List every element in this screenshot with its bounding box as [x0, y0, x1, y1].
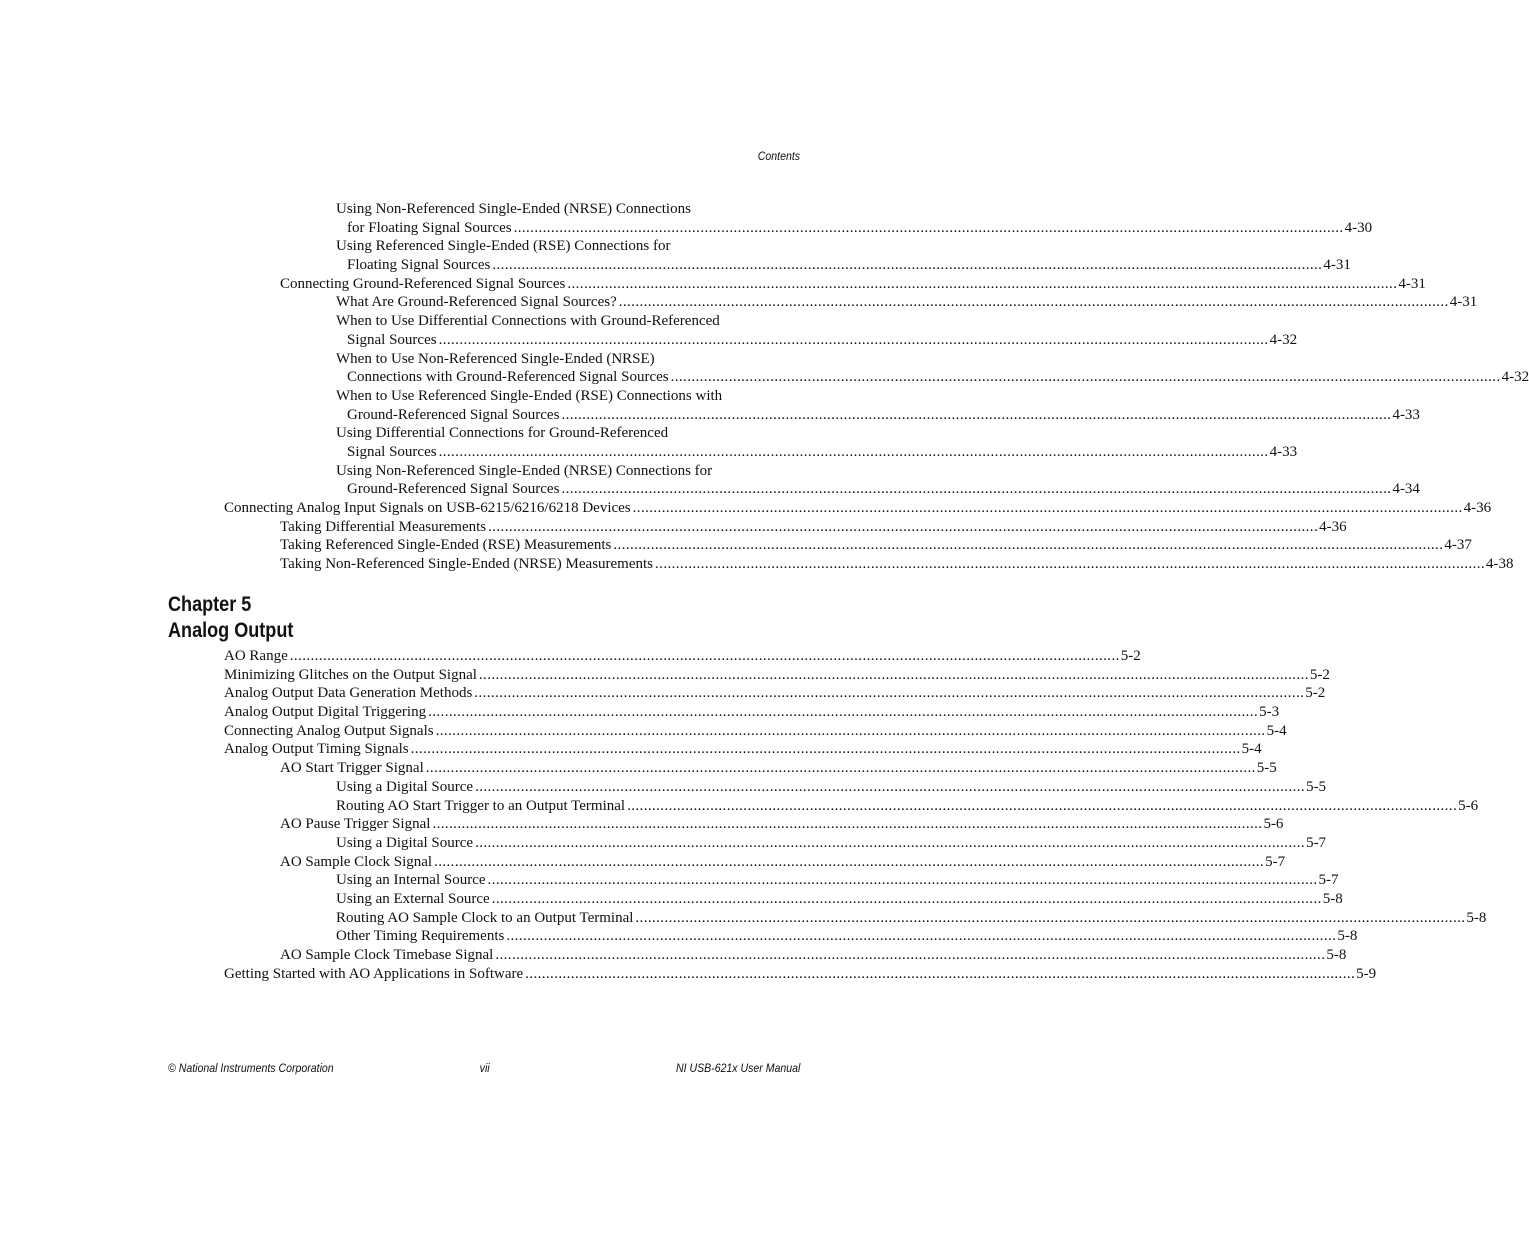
toc-entry-title: Connecting Analog Output Signals — [224, 722, 434, 739]
toc-entry[interactable] — [0, 815, 1284, 834]
toc-page-number: 4-34 — [1392, 481, 1420, 498]
toc-entry[interactable] — [0, 647, 1141, 666]
toc-page-number: 5-8 — [1466, 909, 1487, 926]
toc-entry-title: Other Timing Requirements — [336, 928, 505, 945]
toc-page-number: 4-36 — [1319, 518, 1347, 535]
toc-page-number: 4-32 — [1501, 369, 1529, 386]
toc-page-number: 5-6 — [1458, 797, 1479, 814]
chapter-number: Chapter 5 — [168, 593, 252, 616]
toc-entry-title: Using an Internal Source — [336, 872, 486, 889]
toc-entry-title: AO Start Trigger Signal — [280, 760, 424, 777]
dot-leader: ........................................................................................................................................................................................................ — [495, 947, 1326, 963]
toc-entry[interactable] — [0, 237, 1351, 274]
toc-entry-title: Signal Sources — [347, 443, 437, 460]
toc-entry-title: When to Use Referenced Single-Ended (RSE) Connections with — [336, 387, 723, 404]
toc-page-number: 5-2 — [1120, 648, 1141, 664]
toc-entry[interactable] — [0, 275, 1426, 294]
toc-page-number: 4-31 — [1449, 294, 1478, 311]
toc-page-number: 4-37 — [1444, 537, 1472, 554]
toc-entry[interactable] — [0, 946, 1347, 965]
toc-entry-title: Ground-Referenced Signal Sources — [347, 406, 560, 423]
toc-entry-title: Taking Differential Measurements — [280, 518, 487, 535]
toc-page-number: 4-31 — [1398, 275, 1426, 292]
toc-entry[interactable] — [0, 778, 1327, 797]
toc-entry-title: Connecting Analog Input Signals on USB-6215/6216/6218 Devices — [224, 500, 631, 516]
dot-leader: ........................................................................................................................................................................................................ — [410, 741, 1241, 758]
toc-entry[interactable] — [0, 909, 1487, 928]
toc-page-number: 4-36 — [1463, 500, 1492, 516]
toc-page-number: 4-33 — [1269, 443, 1298, 460]
toc-entry-title: AO Sample Clock Signal — [280, 853, 433, 870]
toc-page-number: 5-9 — [1356, 965, 1377, 982]
toc-entry-title: Ground-Referenced Signal Sources — [347, 481, 560, 498]
toc-entry-title: Minimizing Glitches on the Output Signal — [224, 666, 477, 683]
toc-entry[interactable] — [0, 462, 1420, 499]
toc-entry-title: Connecting Ground-Referenced Signal Sources — [280, 275, 566, 292]
dot-leader: ........................................................................................................................................................................................................ — [438, 443, 1269, 460]
toc-page-number: 5-2 — [1305, 685, 1326, 702]
toc-page-number: 5-7 — [1318, 872, 1339, 889]
dot-leader: ........................................................................................................................................................................................................ — [561, 481, 1392, 498]
toc-entry[interactable] — [0, 965, 1377, 984]
toc-entry-title: What Are Ground-Referenced Signal Sources? — [336, 294, 617, 311]
dot-leader: ........................................................................................................................................................................................................ — [488, 518, 1319, 535]
toc-entry[interactable] — [0, 684, 1326, 703]
toc-entry-title: Using Differential Connections for Ground-Referenced — [336, 425, 669, 442]
toc-entry-title: AO Range — [224, 648, 288, 664]
dot-leader: ........................................................................................................................................................................................................ — [525, 965, 1356, 982]
toc-entry-title: Using a Digital Source — [336, 778, 474, 795]
dot-leader: ........................................................................................................................................................................................................ — [435, 722, 1266, 739]
toc-list — [0, 647, 1487, 983]
toc-page-number: 5-5 — [1256, 760, 1277, 777]
toc-entry-title: Analog Output Timing Signals — [224, 741, 409, 758]
toc-entry[interactable] — [0, 927, 1358, 946]
toc-entry[interactable] — [0, 387, 1420, 424]
toc-entry[interactable] — [0, 853, 1286, 872]
toc-entry[interactable] — [0, 555, 1514, 574]
toc-entry-title: Taking Referenced Single-Ended (RSE) Measurements — [280, 537, 612, 554]
dot-leader: ........................................................................................................................................................................................................ — [428, 704, 1259, 721]
toc-page-number: 5-8 — [1326, 947, 1347, 963]
toc-entry[interactable] — [0, 797, 1479, 816]
toc-entry-title: Routing AO Start Trigger to an Output Terminal — [336, 797, 626, 814]
dot-leader: ........................................................................................................................................................................................................ — [655, 556, 1486, 573]
toc-entry[interactable] — [0, 740, 1262, 759]
dot-leader: ........................................................................................................................................................................................................ — [627, 797, 1458, 814]
toc-entry-title: Using Non-Referenced Single-Ended (NRSE) Connections — [336, 201, 691, 217]
dot-leader: ........................................................................................................................................................................................................ — [618, 294, 1449, 311]
toc-page-number: 5-7 — [1306, 834, 1327, 851]
toc-entry[interactable] — [0, 666, 1330, 685]
toc-entry[interactable] — [0, 536, 1472, 555]
toc-entry[interactable] — [0, 499, 1492, 518]
toc-entry[interactable] — [0, 350, 1529, 387]
toc-entry[interactable] — [0, 293, 1478, 312]
toc-page-number: 5-6 — [1263, 816, 1284, 833]
toc-page-number: 5-5 — [1306, 778, 1327, 795]
toc-entry-title: Floating Signal Sources — [347, 257, 491, 274]
toc-page-number: 4-31 — [1323, 257, 1351, 274]
running-header: Contents — [757, 149, 800, 163]
toc-entry-title: Using an External Source — [336, 890, 490, 907]
toc-entry-title: Analog Output Digital Triggering — [224, 704, 427, 721]
toc-entry[interactable] — [0, 759, 1277, 778]
toc-list — [0, 200, 1529, 574]
toc-entry[interactable] — [0, 703, 1280, 722]
dot-leader: ........................................................................................................................................................................................................ — [491, 890, 1322, 907]
dot-leader: ........................................................................................................................................................................................................ — [438, 331, 1269, 348]
dot-leader: ........................................................................................................................................................................................................ — [492, 257, 1323, 274]
toc-page-number: 5-4 — [1241, 741, 1262, 758]
toc-entry-title: When to Use Non-Referenced Single-Ended (NRSE) — [336, 350, 655, 367]
dot-leader: ........................................................................................................................................................................................................ — [567, 275, 1398, 292]
toc-page-number: 5-7 — [1265, 853, 1286, 870]
dot-leader: ........................................................................................................................................................................................................ — [613, 537, 1444, 554]
dot-leader: ........................................................................................................................................................................................................ — [425, 760, 1256, 777]
toc-entry[interactable] — [0, 518, 1347, 537]
toc-page-number: 4-30 — [1344, 219, 1373, 236]
toc-entry-title: AO Pause Trigger Signal — [280, 816, 431, 833]
chapter-title: Analog Output — [168, 619, 294, 642]
dot-leader: ........................................................................................................................................................................................................ — [632, 500, 1463, 516]
footer-right: NI USB-621x User Manual — [675, 1061, 800, 1075]
toc-page-number: 5-8 — [1322, 890, 1343, 907]
toc-page-number: 4-38 — [1486, 556, 1514, 573]
toc-entry-title: Signal Sources — [347, 331, 437, 348]
dot-leader: ........................................................................................................................................................................................................ — [475, 778, 1306, 795]
dot-leader: ........................................................................................................................................................................................................ — [434, 853, 1265, 870]
toc-entry-title: Taking Non-Referenced Single-Ended (NRSE) Measurements — [280, 556, 654, 573]
toc-entry[interactable] — [0, 722, 1287, 741]
dot-leader: ........................................................................................................................................................................................................ — [432, 816, 1263, 833]
toc-page-number: 4-33 — [1392, 406, 1420, 423]
toc-entry-title: Using Referenced Single-Ended (RSE) Connections for — [336, 238, 671, 255]
toc-page-number: 5-8 — [1337, 928, 1358, 945]
toc-entry[interactable] — [0, 200, 1373, 237]
dot-leader: ........................................................................................................................................................................................................ — [506, 928, 1337, 945]
dot-leader: ........................................................................................................................................................................................................ — [670, 369, 1501, 386]
dot-leader: ........................................................................................................................................................................................................ — [487, 872, 1318, 889]
toc-entry[interactable] — [0, 890, 1343, 909]
footer-left: © National Instruments Corporation — [168, 1061, 334, 1075]
toc-page-number: 5-2 — [1309, 666, 1330, 683]
toc-entry-title: When to Use Differential Connections with Ground-Referenced — [336, 313, 720, 330]
chapter-heading — [168, 592, 293, 644]
toc-entry[interactable] — [0, 834, 1327, 853]
dot-leader: ........................................................................................................................................................................................................ — [478, 666, 1309, 683]
toc-entry-title: Analog Output Data Generation Methods — [224, 685, 473, 702]
toc-entry[interactable] — [0, 424, 1298, 461]
dot-leader: ........................................................................................................................................................................................................ — [474, 685, 1305, 702]
dot-leader: ........................................................................................................................................................................................................ — [475, 834, 1306, 851]
dot-leader: ........................................................................................................................................................................................................ — [635, 909, 1466, 926]
toc-page-number: 5-3 — [1259, 704, 1280, 721]
toc-entry-title: AO Sample Clock Timebase Signal — [280, 947, 494, 963]
toc-page-number: 4-32 — [1269, 331, 1298, 348]
toc-entry-title: Using a Digital Source — [336, 834, 474, 851]
dot-leader: ........................................................................................................................................................................................................ — [561, 406, 1392, 423]
dot-leader: ........................................................................................................................................................................................................ — [289, 648, 1120, 664]
toc-entry-title: for Floating Signal Sources — [347, 219, 512, 236]
toc-entry-title: Routing AO Sample Clock to an Output Terminal — [336, 909, 634, 926]
footer-page-number: vii — [479, 1061, 490, 1075]
toc-entry-title: Connections with Ground-Referenced Signal Sources — [347, 369, 669, 386]
toc-entry-title: Using Non-Referenced Single-Ended (NRSE) Connections for — [336, 462, 713, 479]
dot-leader: ........................................................................................................................................................................................................ — [513, 219, 1344, 236]
toc-entry[interactable] — [0, 312, 1298, 349]
toc-entry[interactable] — [0, 871, 1339, 890]
toc-page-number: 5-4 — [1266, 722, 1287, 739]
toc-entry-title: Getting Started with AO Applications in Software — [224, 965, 524, 982]
